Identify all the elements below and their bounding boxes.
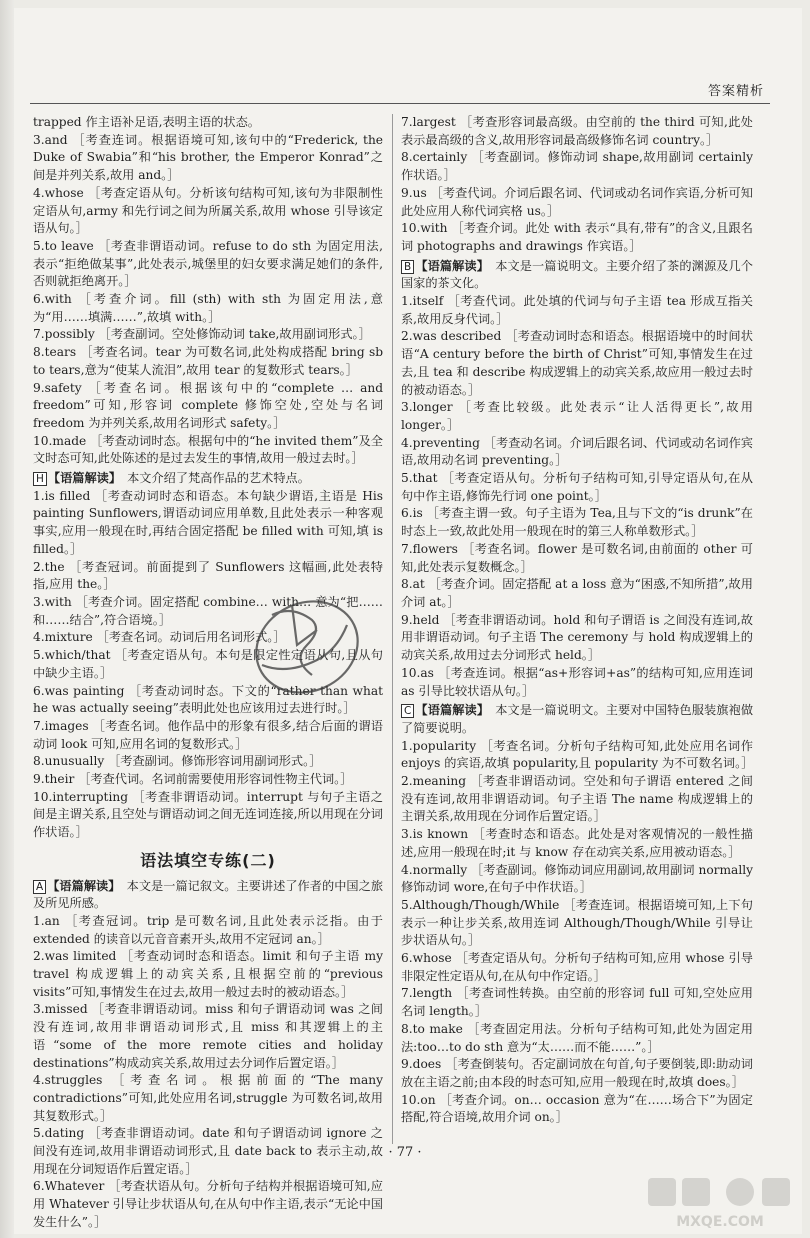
answer-item: [33, 114, 383, 132]
answer-item: [33, 718, 383, 753]
section-letter-box: B: [401, 260, 414, 274]
answer-text: interrupting ［考查非谓语动词。interrupt 与句子主语之间是主谓关系,且空处与谓语动词之间无连词连接,所以用现在分词作状语。］: [33, 789, 383, 840]
answer-item: [401, 1056, 753, 1091]
answer-number: 6.: [401, 951, 413, 966]
answer-item: [33, 185, 383, 238]
answer-item: [33, 326, 383, 344]
answer-item: [33, 433, 383, 468]
answer-text: with ［考查介词。fill (sth) with sth 为固定用法,意为“用……填满……”,故填 with。］: [33, 292, 383, 324]
left-items-a: [33, 913, 383, 1232]
section-b-heading: [401, 258, 753, 293]
answer-number: 2.: [401, 329, 413, 344]
answer-text: safety ［考查名词。根据该句中的“complete … and freedom”可知,形容词 complete 修饰空处,空处与名词 freedom 为并列关系,故用名词形式 safety。］: [33, 380, 383, 430]
answer-number: 8.: [401, 150, 413, 165]
answer-text: length ［考查词性转换。由空前的形容词 full 可知,空处应用名词 length。］: [401, 986, 753, 1019]
answer-number: 5.: [401, 471, 413, 486]
answer-number: 3.: [401, 827, 413, 842]
answer-text: possibly ［考查副词。空处修饰动词 take,故用副词形式。］: [44, 327, 371, 342]
answer-item: [401, 612, 753, 665]
answer-item: [401, 773, 753, 826]
right-column: [401, 114, 753, 1127]
answer-item: [401, 950, 753, 985]
answer-number: 10.: [33, 789, 53, 804]
answer-item: [401, 328, 753, 399]
answer-item: [33, 1178, 383, 1231]
answer-number: 7.: [401, 541, 413, 556]
section-tag: 【语篇解读】: [47, 471, 115, 486]
answer-number: 10.: [401, 1092, 421, 1107]
section-summary: 本文是一篇记叙文。主要讲述了作者的中国之旅及所见所感。: [33, 878, 384, 911]
answer-text: at ［考查介词。固定搭配 at a loss 意为“困惑,不知所措”,故用介词 at。］: [401, 577, 753, 609]
answer-item: [33, 948, 383, 1001]
answer-number: 8.: [33, 345, 45, 360]
answer-number: 2.: [33, 559, 45, 574]
answer-item: [401, 114, 753, 149]
answer-number: 7.: [33, 718, 45, 733]
answer-number: 3.: [401, 400, 413, 415]
answer-text: was described ［考查动词时态和语态。根据语境中的时间状语“A century before the birth of Christ”可知,事情发生在过去,且 tea 和 describe 构成逻辑上的动宾关系,故应用一般过去时的被动语态。］: [401, 329, 753, 397]
section-summary: 本文是一篇说明文。主要介绍了茶的渊源及几个国家的茶文化。: [401, 258, 753, 291]
answer-number: 4.: [33, 1073, 45, 1088]
answer-text: us ［考查代词。介词后跟名词、代词或动名词作宾语,分析可知此处应用人称代词宾格 us。］: [401, 185, 753, 218]
answer-text: meaning ［考查非谓语动词。空处和句子谓语 entered 之间没有连词,故用非谓语动词。句子主语 The name 构成逻辑上的主谓关系,故用现在分词作后置定语。］: [401, 774, 753, 824]
answer-number: 6.: [401, 506, 413, 521]
answer-number: 1.: [401, 294, 413, 309]
answer-item: [401, 220, 753, 255]
answer-item: [401, 505, 753, 540]
answer-text: to leave ［考查非谓语动词。refuse to do sth 为固定用法,表示“拒绝做某事”,此处表示,城堡里的妇女要求满足她们的条件,否则就拒绝离开。］: [33, 238, 383, 289]
answer-item: [401, 470, 753, 505]
answer-text: longer ［考查比较级。此处表示“让人活得更长”,故用 longer。］: [401, 400, 753, 432]
answer-item: [33, 344, 383, 379]
answer-item: [401, 576, 753, 611]
answer-number: 5.: [33, 1126, 45, 1141]
answer-text: is known ［考查时态和语态。此处是对客观情况的一般性描述,应用一般现在时;it 与 know 存在动宾关系,应用被动语态。］: [401, 827, 753, 859]
answer-number: 9.: [33, 772, 45, 787]
answer-item: [401, 435, 753, 470]
right-items-b: [401, 293, 753, 700]
section-title: 语法填空专练(二): [140, 850, 276, 870]
answer-item: [33, 132, 383, 185]
answer-item: [33, 291, 383, 326]
section-letter-box: A: [33, 880, 46, 894]
watermark-logo: [640, 1172, 800, 1232]
answer-text: whose ［考查定语从句。分析该句结构可知,该句为非限制性定语从句,army 和先行词之间为所属关系,故用 whose 引导该定语从句。］: [33, 185, 383, 236]
answer-text: was limited ［考查动词时态和语态。limit 和句子主语 my travel 构成逻辑上的动宾关系,且根据空前的“previous visits”可知,事情发生在过去,故用一般过去时的被动语态。］: [33, 949, 383, 999]
answer-item: [401, 985, 753, 1020]
answer-number: 3.: [33, 1002, 45, 1017]
answer-text: trapped 作主语补足语,表明主语的状态。: [33, 115, 260, 129]
answer-text: on ［考查介词。on… occasion 意为“在……场合下”为固定搭配,符合语境,故用介词 on。］: [401, 1092, 753, 1125]
answer-text: the ［考查冠词。前面提到了 Sunflowers 这幅画,此处表特指,应用 the。］: [33, 559, 383, 592]
answer-text: popularity ［考查名词。分析句子结构可知,此处应用名词作 enjoys 的宾语,故填 popularity,且 popularity 为不可数名词。］: [401, 738, 754, 771]
section-tag: 【语篇解读】: [415, 258, 483, 273]
answer-item: [33, 380, 383, 433]
answer-number: 6.: [33, 683, 45, 698]
answer-item: [33, 1072, 383, 1125]
answer-text: which/that ［考查定语从句。本句是限定性定语从句,且从句中缺少主语。］: [33, 648, 383, 680]
answer-text: largest ［考查形容词最高级。由空前的 the third 可知,此处表示最高级的含义,故用形容词最高级修饰名词 country。］: [401, 115, 753, 147]
left-items: [33, 114, 383, 468]
answer-text: preventing ［考查动名词。介词后跟名词、代词或动名词作宾语,故用动名词 preventing。］: [401, 435, 753, 468]
answer-text: does ［考查倒装句。否定副词放在句首,句子要倒装,即:助动词放在主语之前;由本段的时态可知,应用一般现在时,故填 does。］: [401, 1057, 753, 1089]
answer-text: tears ［考查名词。tear 为可数名词,此处构成搭配 bring sb to tears,意为“使某人流泪”,故用 tear 的复数形式 tears。］: [33, 345, 383, 377]
answer-item: [401, 738, 753, 773]
answer-number: 9.: [33, 380, 45, 395]
answer-number: 4.: [401, 862, 413, 877]
answer-text: unusually ［考查副词。修饰形容词用副词形式。］: [44, 754, 322, 769]
answer-number: 2.: [33, 949, 45, 964]
answer-text: Although/Though/While ［考查连词。根据语境可知,上下句表示一种让步关系,故用连词 Although/Though/While 引导让步状语从句。］: [401, 897, 753, 948]
answer-text: is ［考查主谓一致。句子主语为 Tea,且与下文的“is drunk”在时态上一致,故此处用一般现在时的第三人称单数形式。］: [401, 506, 753, 539]
answer-item: [401, 897, 753, 950]
answer-number: 1.: [33, 488, 45, 503]
answer-item: [401, 185, 753, 220]
section-letter-box: C: [401, 704, 414, 718]
answer-text: and ［考查连词。根据语境可知,该句中的“Frederick, the Duke of Swabia”和“his brother, the Emperor Konrad”之间是并列关系,故用 and。］: [33, 132, 383, 183]
answer-number: 9.: [401, 1057, 413, 1072]
header-rule: [30, 103, 770, 104]
answer-text: normally ［考查副词。修饰动词应用副词,故用副词 normally 修饰动词 wore,在句子中作状语。］: [401, 862, 753, 895]
answer-number: 8.: [33, 754, 45, 769]
answer-text: made ［考查动词时态。根据句中的“he invited them”及全文时态可知,此处陈述的是过去发生的事情,故用一般过去时。］: [33, 433, 383, 466]
answer-text: certainly ［考查副词。修饰动词 shape,故用副词 certainly 作状语。］: [401, 150, 753, 183]
answer-number: 7.: [401, 986, 413, 1001]
answer-text: their ［考查代词。名词前需要使用形容词性物主代词。］: [44, 772, 353, 787]
section-summary: 本文介绍了梵高作品的艺术特点。: [127, 471, 310, 486]
answer-text: Whatever ［考查状语从句。分析句子结构并根据语境可知,应用 Whatever 引导让步状语从句,在从句中作主语,表示“无论中国发生什么”。］: [33, 1179, 383, 1229]
answer-text: with ［考查介词。固定搭配 combine… with… 意为“把……和……结合”,符合语境。］: [33, 594, 383, 627]
section-tag: 【语篇解读】: [415, 703, 483, 718]
answer-text: held ［考查非谓语动词。hold 和句子谓语 is 之间没有连词,故用非谓语动词。句子主语 The ceremony 与 hold 构成逻辑上的动宾关系,故用过去分词形式 held。］: [401, 612, 753, 663]
answer-number: 8.: [401, 1021, 413, 1036]
answer-number: 8.: [401, 577, 413, 592]
answer-number: 10.: [33, 433, 53, 448]
answer-text: is filled ［考查动词时态和语态。本句缺少谓语,主语是 His painting Sunflowers,谓语动词应用单数,且此处表示一种客观事实,应用一般现在时,再结合固定搭配 be filled with 可知,填 is filled。］: [33, 488, 383, 556]
answer-item: [401, 149, 753, 184]
answer-item: [33, 789, 383, 842]
section-tag: 【语篇解读】: [47, 878, 115, 893]
answer-item: [401, 1021, 753, 1056]
answer-item: [33, 488, 383, 559]
section-letter-box: H: [33, 472, 47, 486]
answer-item: [33, 238, 383, 291]
answer-text: struggles ［考查名词。根据前面的“The many contradictions”可知,此处应用名词,struggle 为可数名词,故用其复数形式。］: [33, 1073, 383, 1123]
answer-number: 10.: [401, 665, 421, 680]
answer-number: 5.: [33, 648, 45, 663]
answer-item: [33, 753, 383, 771]
answer-text: itself ［考查代词。此处填的代词与句子主语 tea 形成互指关系,故用反身代词。］: [401, 294, 753, 326]
right-items-c: [401, 738, 753, 1127]
answer-item: [401, 826, 753, 861]
answer-number: 5.: [33, 238, 45, 253]
answer-text: an ［考查冠词。trip 是可数名词,且此处表示泛指。由于 extended 的读音以元音音素开头,故用不定冠词 an。］: [33, 913, 383, 946]
answer-number: 5.: [401, 897, 413, 912]
column-divider: [392, 114, 393, 1144]
answer-number: 9.: [401, 612, 413, 627]
answer-number: 1.: [401, 738, 413, 753]
answer-item: [401, 1092, 753, 1127]
right-items: [401, 114, 753, 256]
answer-item: [401, 665, 753, 700]
answer-item: [33, 1001, 383, 1072]
answer-number: 7.: [401, 115, 413, 129]
answer-text: to make ［考查固定用法。分析句子结构可知,此处为固定用法:too…to do sth 意为“太……而不能……”。］: [401, 1021, 753, 1054]
section-a-heading: [33, 878, 383, 913]
answer-item: [401, 399, 753, 434]
answer-text: flowers ［考查名词。flower 是可数名词,由前面的 other 可知,此处表示复数概念。］: [401, 541, 753, 574]
answer-text: mixture ［考查名词。动词后用名词形式。］: [44, 630, 286, 645]
answer-number: 3.: [33, 594, 45, 609]
answer-number: 9.: [401, 185, 413, 200]
answer-text: dating ［考查非谓语动词。date 和句子谓语动词 ignore 之间没有连词,故用非谓语动词形式,且 date back to 表示主动,故用现在分词短语作后置定语。］: [33, 1126, 383, 1176]
answer-text: was painting ［考查动词时态。下文的“rather than what he was actually seeing”表明此处也应该用过去进行时。］: [33, 683, 383, 716]
answer-number: 10.: [401, 221, 421, 236]
answer-text: as ［考查连词。根据“as+形容词+as”的结构可知,应用连词 as 引导比较状语从句。］: [401, 665, 753, 698]
answer-number: 2.: [401, 774, 413, 789]
answer-number: 4.: [33, 630, 45, 645]
answer-number: 1.: [33, 913, 45, 928]
answer-item: [401, 293, 753, 328]
page-header: 答案精析: [707, 84, 764, 99]
page-number: · 77 ·: [388, 1145, 422, 1160]
answer-number: 3.: [33, 132, 45, 147]
answer-item: [401, 862, 753, 897]
answer-text: whose ［考查定语从句。分析句子结构可知,应用 whose 引导非限定性定语从句,在从句中作定语。］: [401, 951, 753, 983]
answer-number: 4.: [401, 435, 413, 450]
section-h-heading: [33, 470, 383, 488]
answer-item: [401, 541, 753, 576]
answer-item: [33, 913, 383, 948]
answer-number: 4.: [33, 185, 45, 200]
section-summary: 本文是一篇说明文。主要对中国特色服装旗袍做了简要说明。: [401, 703, 754, 735]
answer-number: 7.: [33, 327, 45, 342]
answer-text: missed ［考查非谓语动词。miss 和句子谓语动词 was 之间没有连词,故用非谓语动词形式,且 miss 和其逻辑上的主语“some of the more remote cities and holiday destinations”构成动宾关系,故用过去分词作后置定语。］: [33, 1002, 383, 1070]
answer-item: [33, 771, 383, 789]
answer-text: with ［考查介词。此处 with 表示“具有,带有”的含义,且跟名词 photographs and drawings 作宾语。］: [401, 221, 753, 253]
book-spine: [0, 0, 14, 1238]
answer-text: that ［考查定语从句。分析句子结构可知,引导定语从句,在从句中作主语,修饰先行词 one point。］: [401, 471, 753, 503]
answer-number: 6.: [33, 1179, 45, 1194]
answer-number: 6.: [33, 292, 45, 307]
section-c-heading: [401, 702, 753, 737]
svg-text:MXQE.COM: MXQE.COM: [676, 1214, 764, 1230]
answer-text: images ［考查名词。他作品中的形象有很多,结合后面的谓语动词 look 可知,应用名词的复数形式。］: [33, 718, 383, 751]
handwritten-stamp: [232, 585, 382, 705]
